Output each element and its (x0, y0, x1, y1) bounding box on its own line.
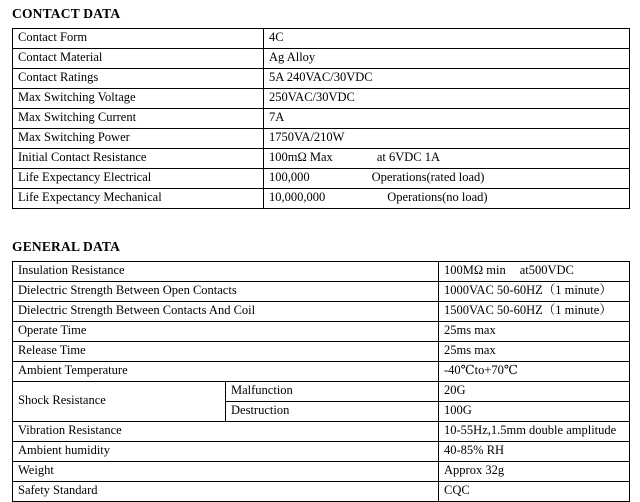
table-row (13, 462, 630, 482)
contact-data-title: CONTACT DATA (12, 6, 121, 21)
row-value-text: 1750VA/210W (269, 130, 345, 145)
row-label: Safety Standard (13, 482, 439, 502)
row-value (264, 189, 630, 209)
row-label: Operate Time (13, 322, 439, 342)
row-value: 25ms max (439, 322, 630, 342)
table-row (13, 69, 630, 89)
row-value-extra: Operations(rated load) (371, 170, 485, 185)
row-value (439, 262, 630, 282)
row-value: Approx 32g (439, 462, 630, 482)
row-label: Max Switching Voltage (13, 89, 264, 109)
row-value-text: 4C (269, 30, 284, 45)
table-row (13, 169, 630, 189)
row-value (264, 169, 630, 189)
row-label: Dielectric Strength Between Contacts And Coil (13, 302, 439, 322)
table-row (13, 302, 630, 322)
row-sublabel: Destruction (226, 402, 439, 422)
row-value (264, 149, 630, 169)
row-value-text: 10,000,000 (269, 190, 326, 205)
contact-data-table (12, 28, 630, 209)
row-value-text: 7A (269, 110, 285, 125)
table-row (13, 109, 630, 129)
table-row (13, 362, 630, 382)
table-row (13, 29, 630, 49)
row-value: 25ms max (439, 342, 630, 362)
table-row (13, 262, 630, 282)
table-row (13, 282, 630, 302)
row-value: 100G (439, 402, 630, 422)
row-label: Dielectric Strength Between Open Contacts (13, 282, 439, 302)
table-row (13, 322, 630, 342)
row-value (264, 69, 630, 89)
row-value: 10-55Hz,1.5mm double amplitude (439, 422, 630, 442)
row-value-text: 100MΩ min (444, 263, 506, 278)
row-label: Ambient humidity (13, 442, 439, 462)
general-data-title: GENERAL DATA (12, 239, 121, 254)
row-label: Shock Resistance (13, 382, 226, 422)
row-value-extra: at 6VDC 1A (376, 150, 441, 165)
row-label: Max Switching Power (13, 129, 264, 149)
table-row (13, 382, 630, 402)
row-value: CQC (439, 482, 630, 502)
row-value-extra: Operations(no load) (387, 190, 488, 205)
row-label: Release Time (13, 342, 439, 362)
table-row (13, 129, 630, 149)
row-value: 1000VAC 50-60HZ（1 minute） (439, 282, 630, 302)
row-value (264, 129, 630, 149)
row-value: -40℃to+70℃ (439, 362, 630, 382)
row-label-text: Insulation Resistance (18, 263, 125, 278)
row-value: 40-85% RH (439, 442, 630, 462)
row-value (264, 49, 630, 69)
table-row (13, 89, 630, 109)
table-row (13, 422, 630, 442)
row-value (264, 29, 630, 49)
row-label: Contact Form (13, 29, 264, 49)
table-row (13, 149, 630, 169)
row-label: Max Switching Current (13, 109, 264, 129)
row-value-text: 250VAC/30VDC (269, 90, 355, 105)
row-value-text: 5A 240VAC/30VDC (269, 70, 373, 85)
table-row (13, 342, 630, 362)
row-value (264, 89, 630, 109)
table-row (13, 189, 630, 209)
row-value-text: Ag Alloy (269, 50, 316, 65)
row-value: 20G (439, 382, 630, 402)
row-label: Ambient Temperature (13, 362, 439, 382)
table-row (13, 482, 630, 502)
section-spacer (0, 209, 640, 233)
row-label: Life Expectancy Electrical (13, 169, 264, 189)
table-row (13, 442, 630, 462)
row-value-extra: at500VDC (519, 263, 574, 278)
row-label: Vibration Resistance (13, 422, 439, 442)
row-label: Contact Ratings (13, 69, 264, 89)
row-value-text: 100,000 (269, 170, 310, 185)
row-label: Weight (13, 462, 439, 482)
table-row (13, 49, 630, 69)
general-data-section (0, 233, 640, 502)
row-label (13, 262, 439, 282)
row-label: Life Expectancy Mechanical (13, 189, 264, 209)
row-value-text: 100mΩ Max (269, 150, 333, 165)
row-value: 1500VAC 50-60HZ（1 minute） (439, 302, 630, 322)
general-data-table (12, 261, 630, 502)
contact-data-section (0, 0, 640, 209)
row-sublabel: Malfunction (226, 382, 439, 402)
row-label: Contact Material (13, 49, 264, 69)
row-label: Initial Contact Resistance (13, 149, 264, 169)
row-value (264, 109, 630, 129)
